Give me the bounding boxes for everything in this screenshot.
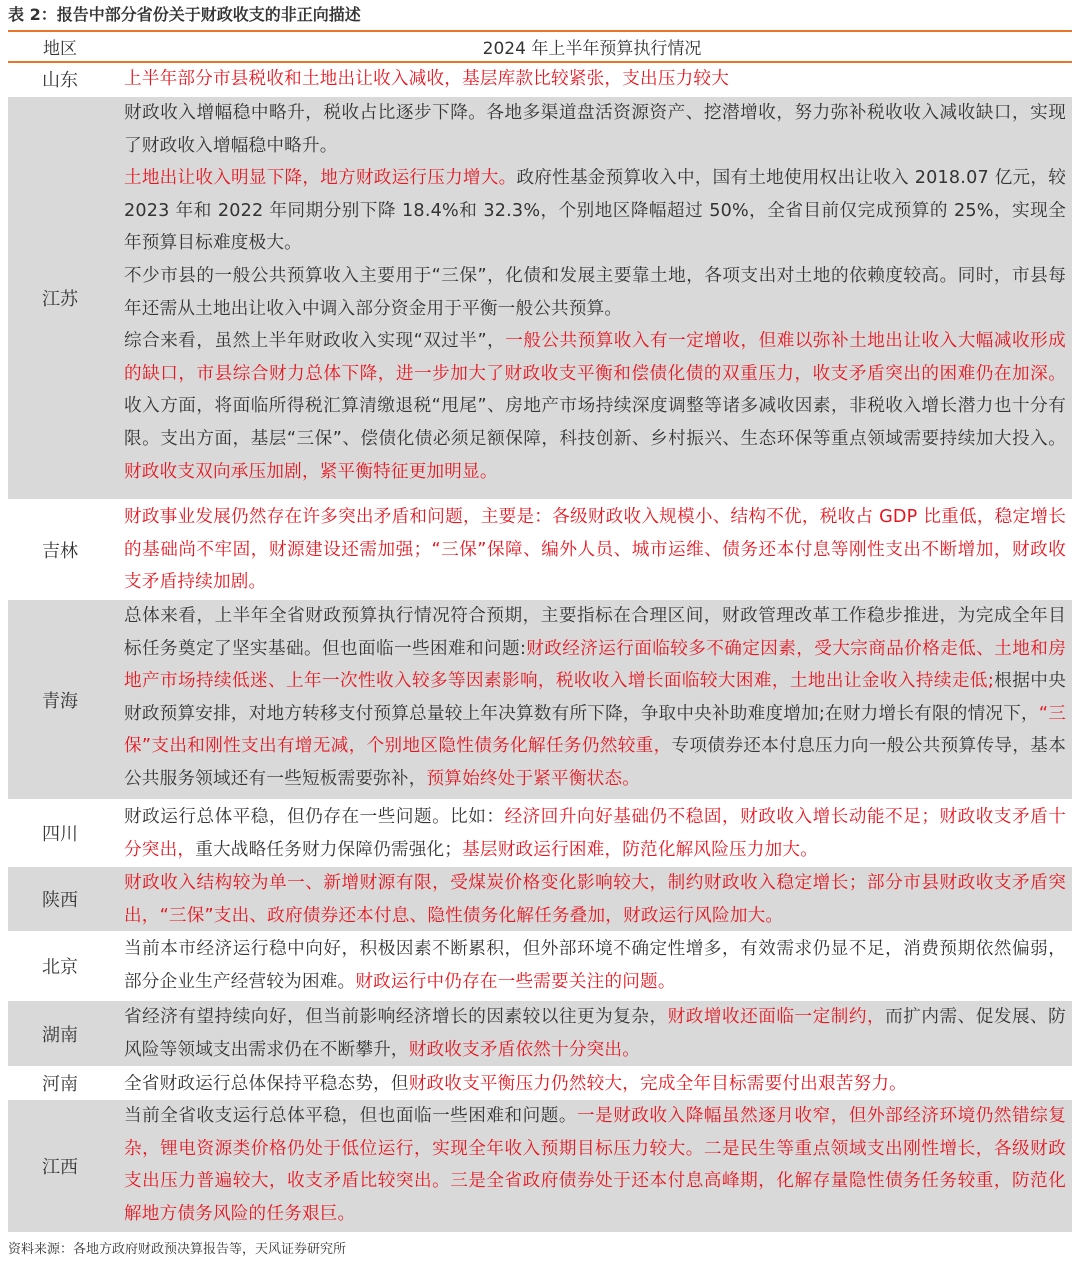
body-text: 而扩内需、促发展、防风险等领域支出需求仍在不断攀升， bbox=[124, 1007, 1066, 1060]
body-text: 根据中央财政预算安排，对地方转移支付预算总量较上年决算数有所下降，争取中央补助难度增加;在财力增长有限的情况下， bbox=[124, 671, 1066, 724]
table-row bbox=[8, 933, 1072, 1001]
body-text: 财政运行总体平稳，但仍存在一些问题。比如： bbox=[124, 807, 505, 827]
region-cell: 吉林 bbox=[42, 540, 78, 562]
body-text: 当前全省收支运行总体平稳，但也面临一些困难和问题。 bbox=[124, 1106, 578, 1126]
description-cell bbox=[112, 1068, 1072, 1098]
highlighted-text: 基层财政运行困难，防范化解风险压力加大。 bbox=[462, 839, 818, 860]
region-cell: 湖南 bbox=[42, 1024, 78, 1046]
region-cell: 江苏 bbox=[42, 289, 78, 310]
description-paragraph bbox=[124, 260, 1066, 325]
table-row bbox=[8, 63, 1072, 97]
body-text: 不少市县的一般公共预算收入主要用于“三保”，化债和发展主要靠土地，各项支出对土地的依赖度较高。同时，市县每年还需从土地出让收入中调入部分资金用于平衡一般公共预算。 bbox=[124, 265, 1066, 319]
highlighted-text: 财政事业发展仍然存在许多突出矛盾和问题，主要是：各级财政收入规模小、结构不优，税收占 GDP 比重低，稳定增长的基础尚不牢固，财源建设还需加强；“三保”保障、编外人员、城市运维、债务还本付息等刚性支出不断增加，财政收支矛盾持续加剧。 bbox=[124, 507, 1066, 593]
body-text: 当前本市经济运行稳中向好，积极因素不断累积，但外部环境不确定性增多，有效需求仍显不足，消费预期依然偏弱，部分企业生产经营较为困难。 bbox=[124, 939, 1066, 992]
highlighted-text: 财政经济运行面临较多不确定因素，受大宗商品价格走低、土地和房地产市场持续低迷、上年一次性收入较多等因素影响，税收收入增长面临较大困难，土地出让金收入持续走低; bbox=[124, 638, 1066, 692]
highlighted-text: 财政收入结构较为单一、新增财源有限，受煤炭价格变化影响较大，制约财政收入稳定增长；部分市县财政收支矛盾突出，“三保”支出、政府债券还本付息、隐性债务化解任务叠加，财政运行风险加大。 bbox=[124, 873, 1066, 926]
body-text: 重大战略任务财力保障仍需强化； bbox=[195, 839, 463, 860]
region-cell: 北京 bbox=[42, 957, 78, 978]
description-paragraph bbox=[124, 801, 1066, 866]
body-text: 专项债券还本付息压力向一般公共预算传导，基本公共服务领域还有一些短板需要弥补， bbox=[124, 736, 1066, 789]
description-paragraph bbox=[124, 97, 1066, 162]
highlighted-text: 财政收支双向承压加剧，紧平衡特征更加明显。 bbox=[124, 461, 498, 482]
highlighted-text: 一般公共预算收入有一定增收，但难以弥补土地出让收入大幅减收形成的缺口，市县综合财力总体下降，进一步加大了财政收支平衡和偿债化债的双重压力，收支矛盾突出的困难仍在加深。 bbox=[124, 331, 1066, 384]
region-cell: 青海 bbox=[42, 690, 78, 712]
description-paragraph bbox=[124, 933, 1066, 998]
table-row bbox=[8, 600, 1072, 801]
highlighted-text: 财政运行中仍存在一些需要关注的问题。 bbox=[355, 971, 676, 992]
table-row bbox=[8, 97, 1072, 501]
description-cell bbox=[112, 933, 1072, 999]
table-row bbox=[8, 1001, 1072, 1068]
region-cell: 四川 bbox=[42, 824, 78, 845]
description-cell bbox=[112, 1100, 1072, 1232]
body-text: 总体来看，上半年全省财政预算执行情况符合预期，主要指标在合理区间，财政管理改革工作稳步推进，为完成全年目标任务奠定了坚实基础。但也面临一些困难和问题: bbox=[124, 606, 1066, 659]
table-row bbox=[8, 501, 1072, 600]
highlighted-text: 土地出让收入明显下降，地方财政运行压力增大。 bbox=[124, 168, 517, 189]
table-row bbox=[8, 1068, 1072, 1100]
table-title: 表 2：报告中部分省份关于财政收支的非正向描述 bbox=[8, 2, 1072, 32]
body-text: 财政收入增幅稳中略升，税收占比逐步下降。各地多渠道盘活资源资产、挖潜增收，努力弥补税收收入减收缺口，实现了财政收入增幅稳中略升。 bbox=[124, 103, 1066, 156]
description-cell bbox=[112, 867, 1072, 931]
budget-table bbox=[8, 32, 1072, 1234]
description-cell bbox=[112, 1001, 1072, 1066]
region-cell: 河南 bbox=[42, 1074, 78, 1095]
highlighted-text: 经济回升向好基础仍不稳固，财政收入增长动能不足；财政收支矛盾十分突出， bbox=[124, 807, 1066, 860]
description-paragraph bbox=[124, 1068, 1066, 1101]
description-paragraph bbox=[124, 600, 1066, 796]
header-execution: 2024 年上半年预算执行情况 bbox=[482, 39, 702, 59]
highlighted-text: 一是财政收入降幅虽然逐月收窄，但外部经济环境仍然错综复杂，锂电资源类价格仍处于低位运行，实现全年收入预期目标压力较大。二是民生等重点领域支出刚性增长，各级财政支出压力普遍较大，收支矛盾比较突出。三是全省政府债券处于还本付息高峰期，化解存量隐性债务任务较重，防范化解地方债务风险的任务艰巨。 bbox=[124, 1106, 1066, 1224]
description-cell bbox=[112, 801, 1072, 865]
table-row bbox=[8, 867, 1072, 933]
description-cell bbox=[112, 63, 1072, 95]
highlighted-text: 财政收支矛盾依然十分突出。 bbox=[408, 1039, 641, 1060]
highlighted-text: 预算始终处于紧平衡状态。 bbox=[426, 768, 641, 789]
source-note: 资料来源：各地方政府财政预决算报告等，天风证券研究所 bbox=[8, 1242, 347, 1257]
region-cell: 江西 bbox=[42, 1157, 78, 1178]
description-cell bbox=[112, 97, 1072, 499]
highlighted-text: 财政增收还面临一定制约， bbox=[667, 1007, 886, 1027]
highlighted-text: 财政收支平衡压力仍然较大，完成全年目标需要付出艰苦努力。 bbox=[408, 1074, 907, 1094]
header-region: 地区 bbox=[43, 39, 77, 59]
description-paragraph bbox=[124, 1001, 1066, 1066]
body-text: 全省财政运行总体保持平稳态势，但 bbox=[124, 1074, 409, 1094]
table-row bbox=[8, 1100, 1072, 1234]
body-text: 收入方面，将面临所得税汇算清缴退税“甩尾”、房地产市场持续深度调整等诸多减收因素，非税收入增长潜力也十分有限。支出方面，基层“三保”、偿债化债必须足额保障，科技创新、乡村振兴、生态环保等重点领域需要持续加大投入。 bbox=[124, 396, 1066, 449]
description-paragraph bbox=[124, 162, 1066, 260]
description-paragraph bbox=[124, 867, 1066, 932]
table-row bbox=[8, 801, 1072, 867]
description-cell bbox=[112, 600, 1072, 799]
description-paragraph bbox=[124, 1100, 1066, 1230]
highlighted-text: “三保”支出和刚性支出有增无减，个别地区隐性债务化解任务仍然较重， bbox=[124, 703, 1066, 757]
body-text: 省经济有望持续向好，但当前影响经济增长的因素较以往更为复杂， bbox=[124, 1007, 668, 1027]
description-cell bbox=[112, 501, 1072, 598]
description-paragraph bbox=[124, 63, 1066, 96]
description-paragraph bbox=[124, 325, 1066, 488]
description-paragraph bbox=[124, 501, 1066, 599]
region-cell: 陕西 bbox=[42, 890, 78, 911]
body-text: 政府性基金预算收入中，国有土地使用权出让收入 2018.07 亿元，较 2023 年和 2022 年同期分别下降 18.4%和 32.3%，个别地区降幅超过 50%，全省目前仅完成预算的 25%，实现全年预算目标难度极大。 bbox=[124, 168, 1066, 254]
table-header bbox=[8, 32, 1072, 63]
region-cell: 山东 bbox=[42, 70, 78, 91]
highlighted-text: 上半年部分市县税收和土地出让收入减收，基层库款比较紧张，支出压力较大 bbox=[124, 69, 729, 89]
body-text: 综合来看，虽然上半年财政收入实现“双过半”， bbox=[124, 331, 506, 352]
